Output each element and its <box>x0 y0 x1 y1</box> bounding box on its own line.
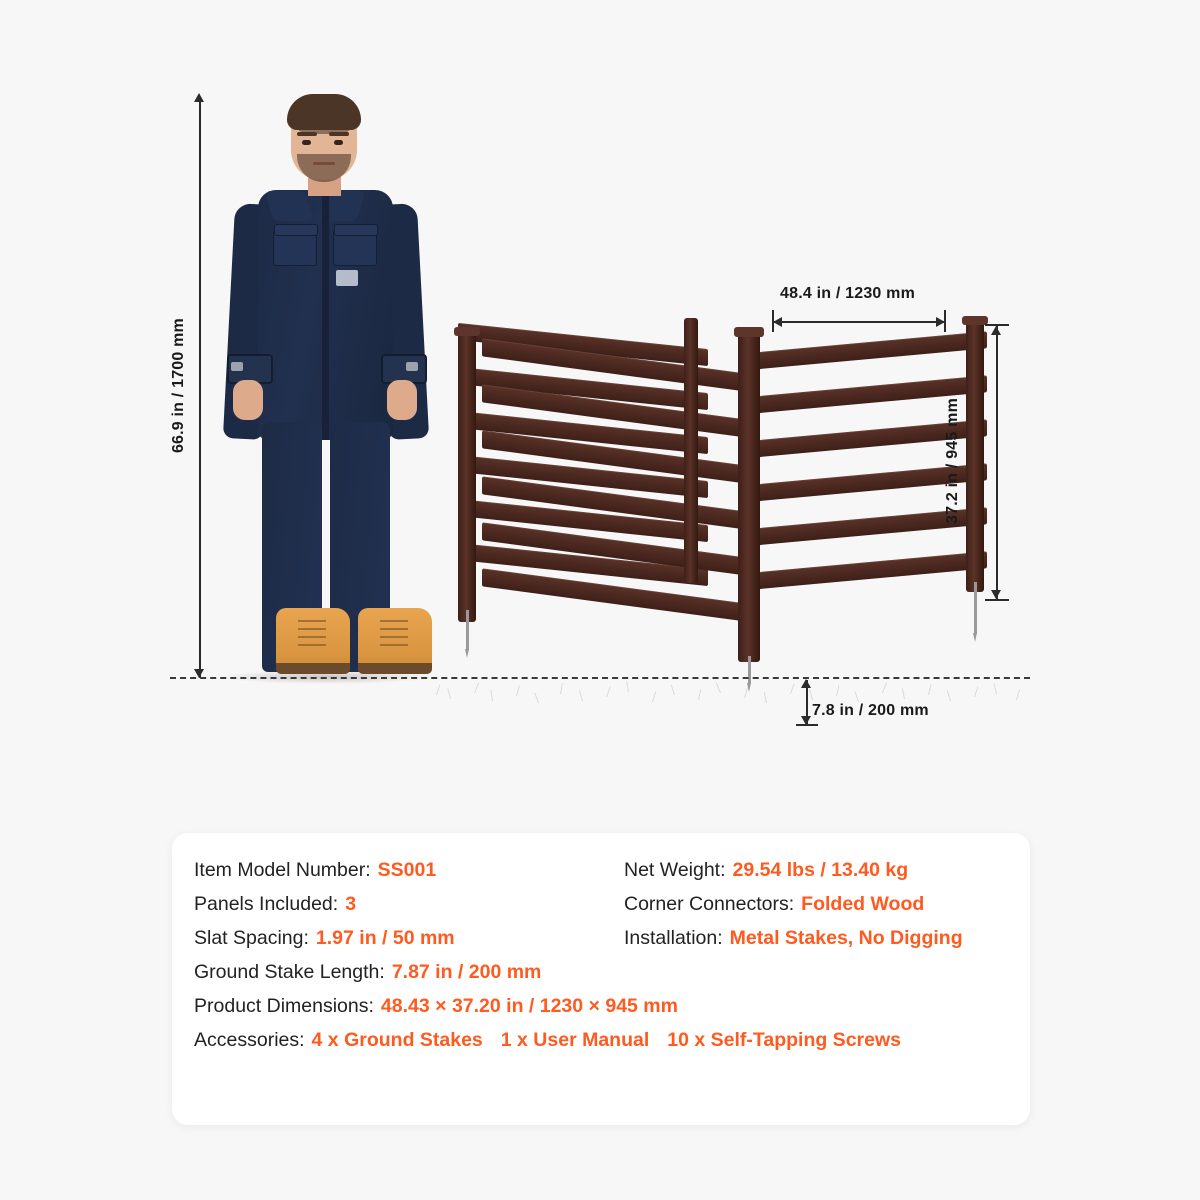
spec-item <box>194 995 678 1018</box>
spec-label: Net Weight: <box>624 859 726 881</box>
spec-label: Corner Connectors: <box>624 893 795 915</box>
person-mouth <box>313 162 335 165</box>
spec-row-accessories <box>194 1029 1014 1052</box>
spec-label: Installation: <box>624 927 723 949</box>
spec-label: Panels Included: <box>194 893 339 915</box>
person-boot-right <box>358 608 432 674</box>
spec-label: Slat Spacing: <box>194 927 309 949</box>
accessory-item: 4 x Ground Stakes <box>311 1029 483 1051</box>
spec-row <box>194 893 1014 916</box>
width-top-line <box>772 321 946 323</box>
height-right-arrow-top <box>991 326 1001 335</box>
spec-label: Product Dimensions: <box>194 995 374 1017</box>
spec-item <box>624 927 963 950</box>
height-right-cap-bottom <box>985 599 1009 601</box>
person-height-label: 66.9 in / 1700 mm <box>170 318 187 454</box>
person-hair <box>287 94 361 130</box>
post-center-back <box>684 318 698 583</box>
stake-depth-label: 7.8 in / 200 mm <box>812 702 929 719</box>
height-right-line <box>996 324 998 600</box>
boot-laces-right <box>380 618 408 656</box>
scale-reference-person <box>205 92 445 680</box>
width-top-label: 48.4 in / 1230 mm <box>780 285 916 302</box>
post-front-corner <box>738 332 760 662</box>
compost-bin-product <box>452 310 1012 680</box>
spec-value: 7.87 in / 200 mm <box>391 961 542 983</box>
person-legs <box>260 422 391 672</box>
slat-right-6 <box>752 551 987 589</box>
stake-depth-arrow-top <box>801 679 811 688</box>
spec-value: Folded Wood <box>801 893 925 915</box>
accessory-item: 1 x User Manual <box>500 1029 650 1051</box>
person-buckle-left <box>231 362 243 371</box>
spec-row <box>194 927 1014 950</box>
spec-value: 29.54 lbs / 13.40 kg <box>732 859 909 881</box>
spec-item <box>194 1029 901 1052</box>
spec-label: Ground Stake Length: <box>194 961 385 983</box>
person-height-arrow-top <box>194 93 204 102</box>
spec-value: 3 <box>345 893 357 915</box>
spec-label: Item Model Number: <box>194 859 371 881</box>
spec-value: 48.43 × 37.20 in / 1230 × 945 mm <box>380 995 678 1017</box>
spec-item <box>194 893 624 916</box>
post-right-back <box>966 320 984 592</box>
post-cap-back-left <box>454 327 480 336</box>
spec-row <box>194 859 1014 882</box>
grass-texture <box>430 678 1030 718</box>
person-beard <box>297 154 351 182</box>
post-back-left <box>458 332 476 622</box>
width-top-arrow-left <box>773 317 782 327</box>
height-right-label: 37.2 in / 945 mm <box>944 398 961 524</box>
person-coverall-placket <box>322 196 329 440</box>
person-boot-left <box>276 608 350 674</box>
ground-stake-right <box>974 582 977 634</box>
ground-stake-left <box>466 610 469 650</box>
person-brow-left <box>297 132 317 136</box>
stake-depth-arrow-bottom <box>801 716 811 725</box>
person-eye-left <box>302 140 311 145</box>
person-pocket-left <box>273 230 317 266</box>
person-chest-badge <box>336 270 358 286</box>
spec-row-product-dimensions <box>194 995 1014 1018</box>
spec-item <box>194 927 624 950</box>
spec-value: Metal Stakes, No Digging <box>729 927 963 949</box>
accessory-item: 10 x Self-Tapping Screws <box>667 1029 901 1051</box>
person-brow-right <box>329 132 349 136</box>
person-buckle-right <box>406 362 418 371</box>
width-top-arrow-right <box>936 317 945 327</box>
person-eye-right <box>334 140 343 145</box>
spec-item <box>194 859 624 882</box>
boot-laces-left <box>298 618 326 656</box>
spec-row-ground-stake <box>194 961 1014 984</box>
spec-value: 1.97 in / 50 mm <box>315 927 455 949</box>
spec-item <box>624 859 908 882</box>
specifications-grid <box>194 859 1014 1063</box>
specifications-card <box>172 833 1030 1125</box>
person-hand-right <box>387 380 417 420</box>
person-height-line <box>199 100 201 678</box>
height-right-arrow-bottom <box>991 590 1001 599</box>
person-collar-left <box>265 191 314 221</box>
spec-value: SS001 <box>377 859 437 881</box>
post-cap-front <box>734 327 764 337</box>
spec-label: Accessories: <box>194 1029 305 1051</box>
person-pocket-right <box>333 230 377 266</box>
slat-right-1 <box>752 331 987 369</box>
spec-item <box>624 893 924 916</box>
spec-item <box>194 961 541 984</box>
person-hand-left <box>233 380 263 420</box>
